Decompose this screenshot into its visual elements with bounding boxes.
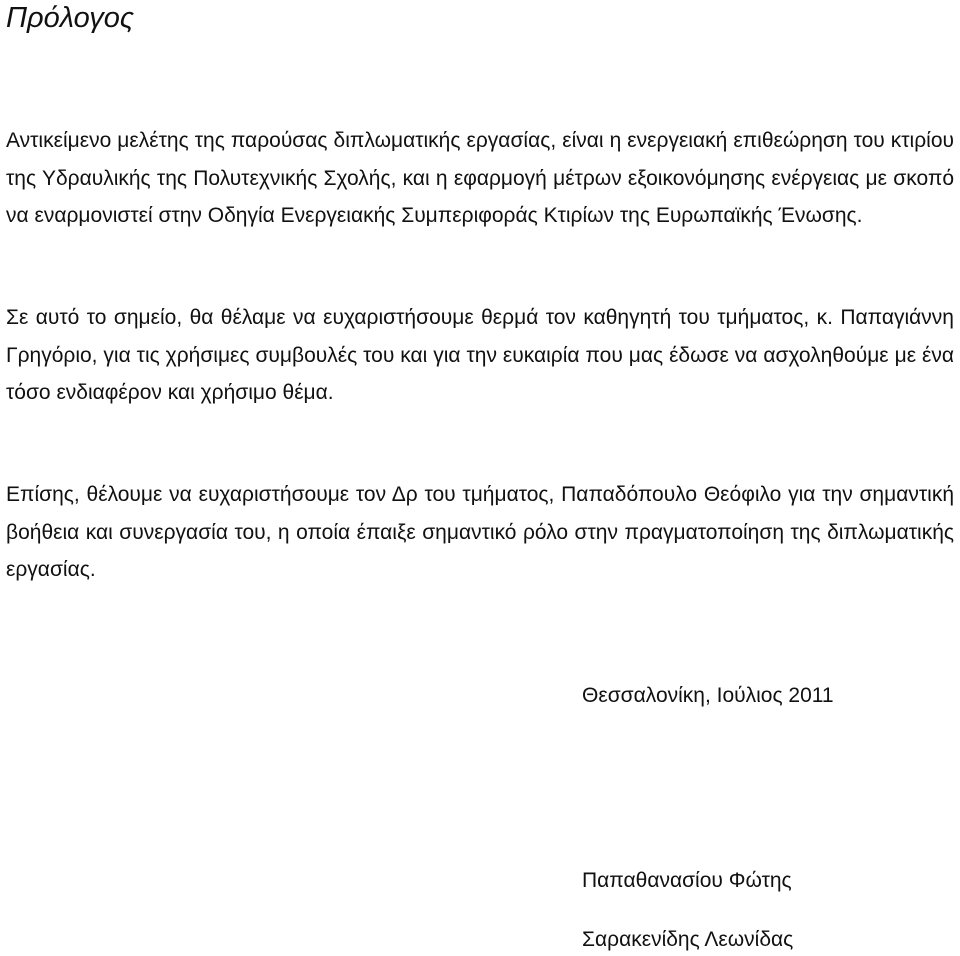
author-name: Σαρακενίδης Λεωνίδας [582, 928, 794, 951]
paragraph-subject: Αντικείμενο μελέτης της παρούσας διπλωματικής εργασίας, είναι η ενεργειακή επιθεώρηση του κτιρίου της Υδραυλικής της Πολυτεχνικής Σχολής, και η εφαρμογή μέτρων εξοικονόμησης ενέργειας με σκοπό να εναρμονιστεί στην Οδηγία Ενεργειακής Συμπεριφοράς Κτιρίων της Ευρωπαϊκής Ένωσης. [6, 129, 954, 228]
paragraph-thanks-professor: Σε αυτό το σημείο, θα θέλαμε να ευχαριστήσουμε θερμά τον καθηγητή του τμήματος, κ. Παπαγιάννη Γρηγόριο, για τις χρήσιμες συμβουλές του και για την ευκαιρία που μας έδωσε να ασχοληθούμε με ένα τόσο ενδιαφέρον και χρήσιμο θέμα. [6, 306, 954, 405]
place-date: Θεσσαλονίκη, Ιούλιος 2011 [582, 684, 834, 707]
page-title: Πρόλογος [6, 2, 134, 34]
paragraph-thanks-doctor: Επίσης, θέλουμε να ευχαριστήσουμε τον Δρ του τμήματος, Παπαδόπουλο Θεόφιλο για την σημαντική βοήθεια και συνεργασία του, η οποία έπαιξε σημαντικό ρόλο στην πραγματοποίηση της διπλωματικής εργασίας. [6, 483, 954, 582]
author-name: Παπαθανασίου Φώτης [582, 869, 792, 892]
